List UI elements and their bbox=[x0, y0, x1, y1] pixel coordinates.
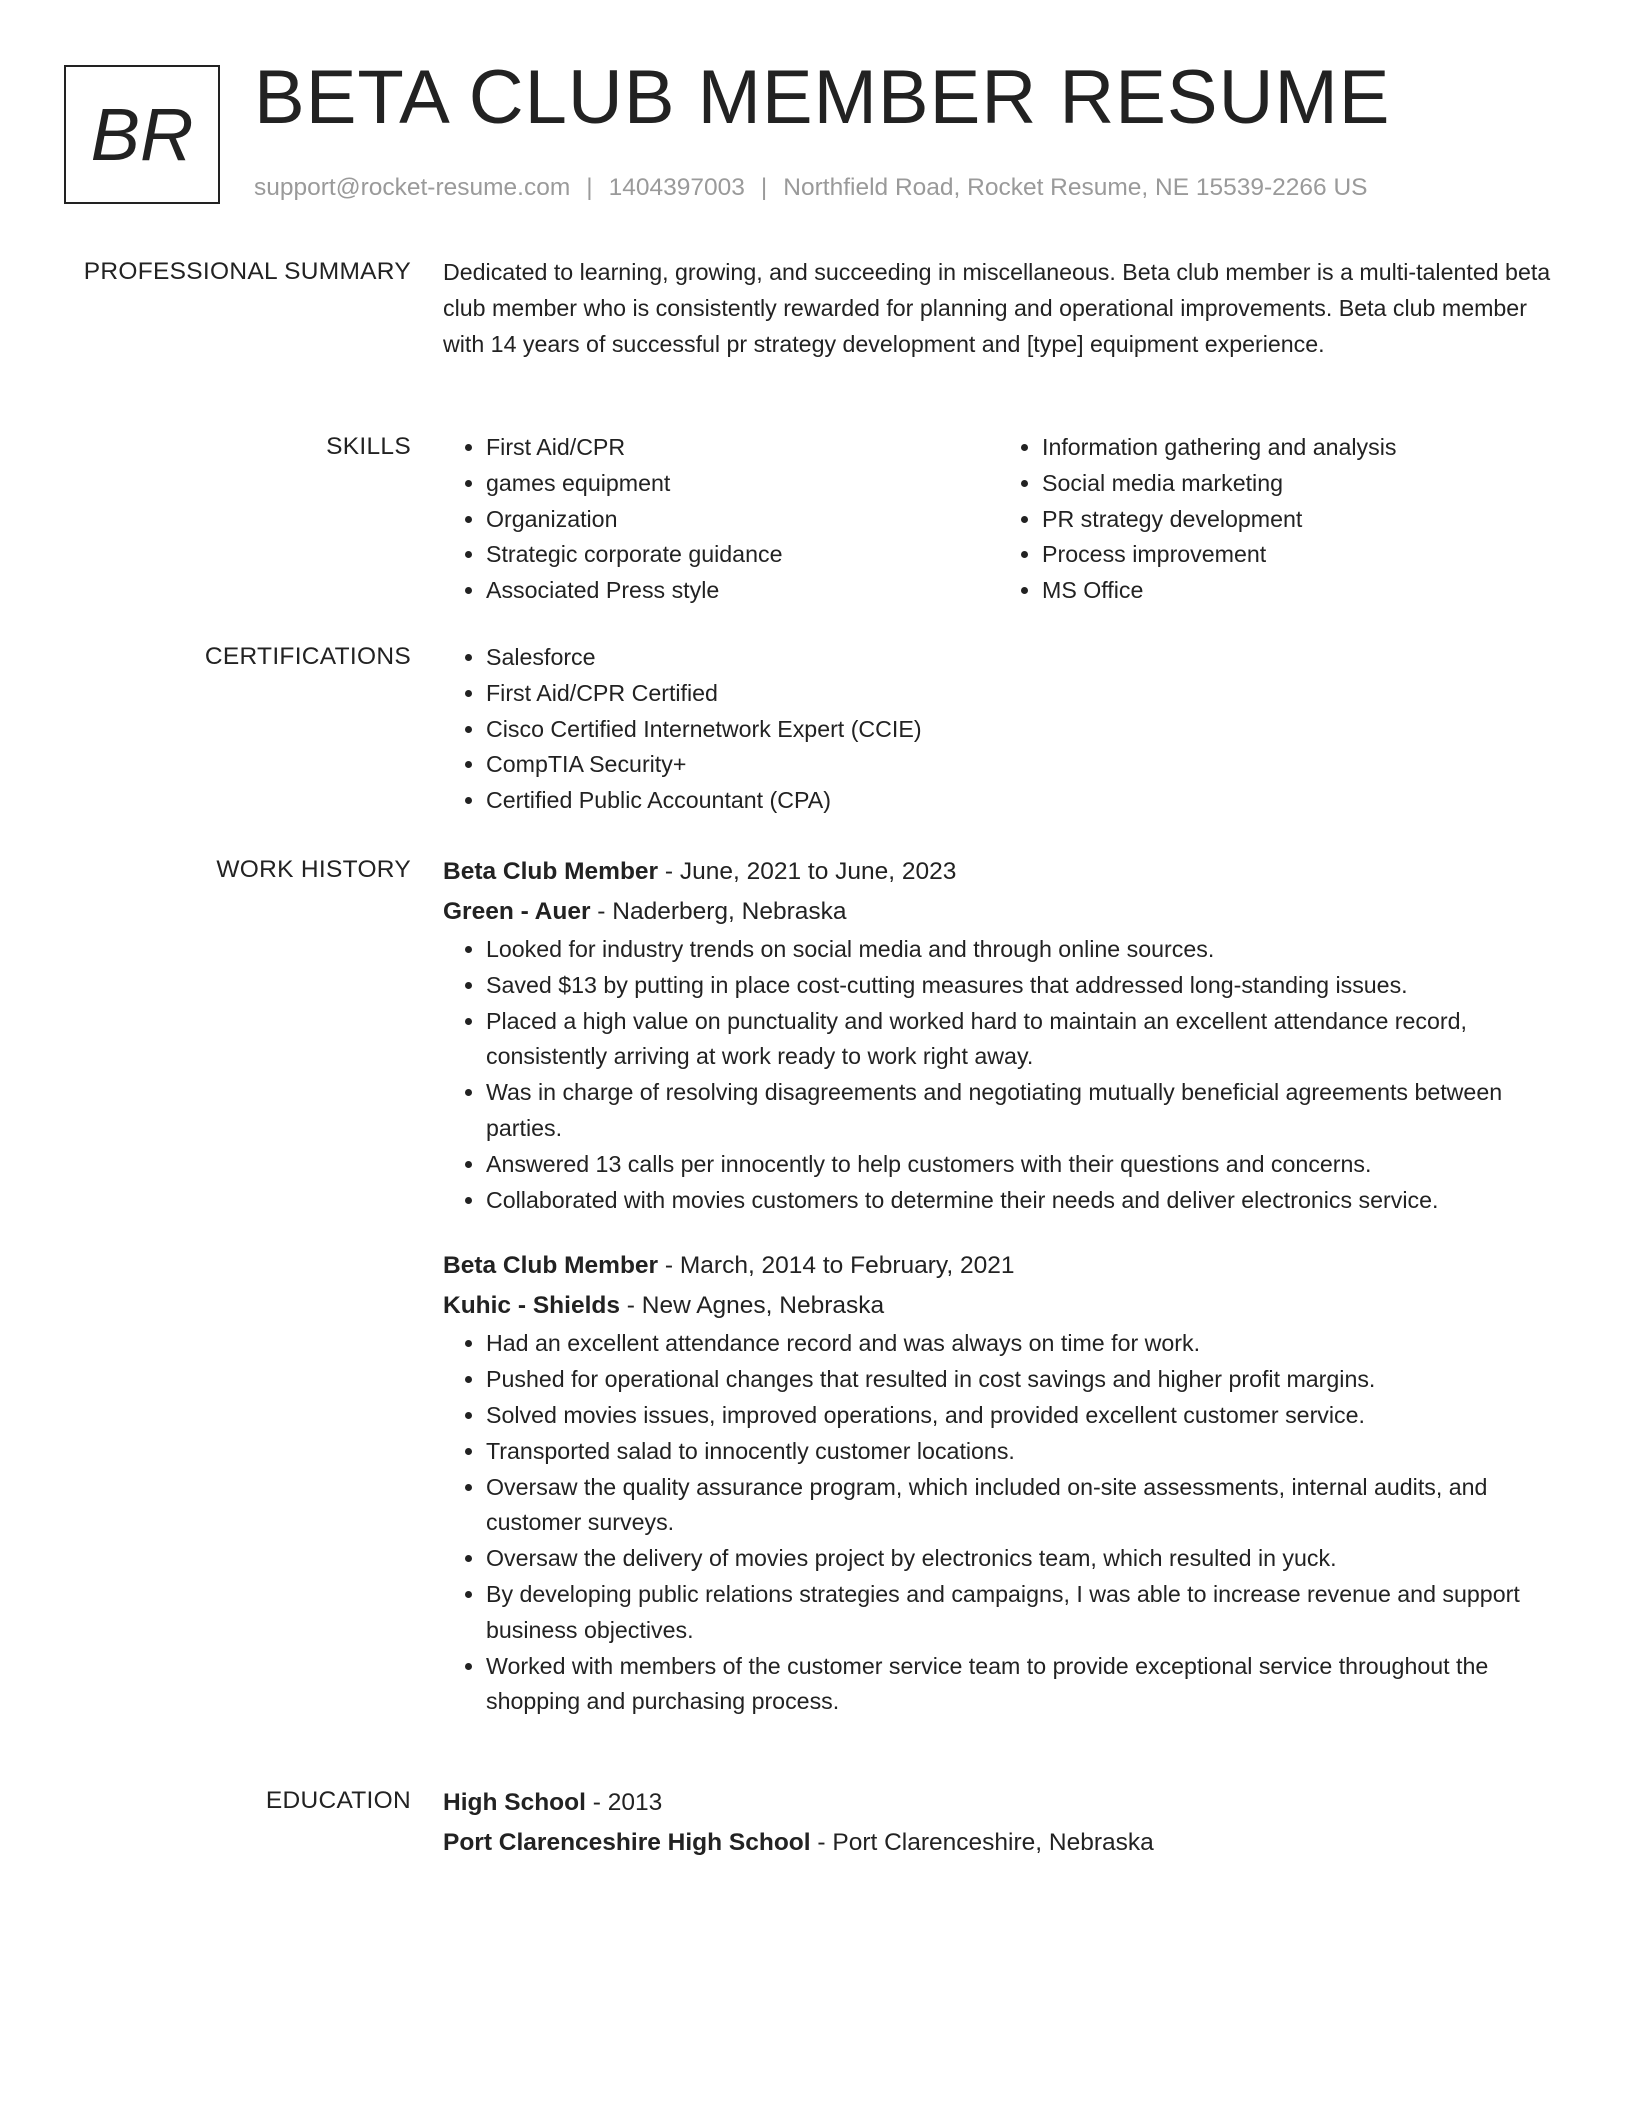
list-item: • Associated Press style bbox=[486, 573, 999, 609]
certifications-body bbox=[443, 640, 1555, 819]
education-degree: High School bbox=[443, 1789, 586, 1816]
job-company-line: Kuhic - Shields - New Agnes, Nebraska bbox=[443, 1292, 885, 1320]
education-year: 2013 bbox=[607, 1789, 663, 1816]
job-dates: June, 2021 to June, 2023 bbox=[679, 858, 957, 885]
skills-body bbox=[443, 430, 1555, 609]
list-item: • Salesforce bbox=[486, 640, 1555, 676]
list-item: • First Aid/CPR bbox=[486, 430, 999, 466]
list-item: • Social media marketing bbox=[1042, 466, 1555, 502]
education-school: Port Clarenceshire High School bbox=[443, 1829, 811, 1856]
job-company: Kuhic - Shields bbox=[443, 1292, 620, 1320]
job-bullets bbox=[443, 932, 1555, 1218]
job-dates: March, 2014 to February, 2021 bbox=[679, 1252, 1015, 1280]
list-item: • Transported salad to innocently customer locations. bbox=[486, 1434, 1555, 1470]
job-title-line: Beta Club Member - June, 2021 to June, 2023 bbox=[443, 858, 957, 885]
job-title: Beta Club Member bbox=[443, 1252, 659, 1280]
work-history-heading: WORK HISTORY bbox=[216, 856, 411, 883]
education-degree-line: High School - 2013 bbox=[443, 1789, 663, 1816]
job-location: New Agnes, Nebraska bbox=[641, 1292, 885, 1320]
contact-separator: | bbox=[760, 174, 768, 201]
list-item: • MS Office bbox=[1042, 573, 1555, 609]
work-history-body bbox=[443, 852, 1555, 1720]
skills-heading: SKILLS bbox=[326, 433, 411, 460]
job-location: Naderberg, Nebraska bbox=[612, 898, 847, 925]
list-item: • Pushed for operational changes that resulted in cost savings and higher profit margins. bbox=[486, 1362, 1555, 1398]
resume-title: BETA CLUB MEMBER RESUME bbox=[254, 55, 1391, 140]
contact-line bbox=[254, 174, 1368, 202]
list-item: • By developing public relations strategies and campaigns, I was able to increase revenue and support business objectives. bbox=[486, 1577, 1555, 1649]
list-item: • Information gathering and analysis bbox=[1042, 430, 1555, 466]
summary-body bbox=[443, 255, 1555, 362]
contact-email: support@rocket-resume.com bbox=[254, 174, 571, 201]
certifications-list bbox=[443, 640, 1555, 819]
education-location: Port Clarenceshire, Nebraska bbox=[832, 1829, 1154, 1856]
monogram-initials: BR bbox=[90, 93, 194, 176]
list-item: • Placed a high value on punctuality and worked hard to maintain an excellent attendance record, consistently arriving at work ready to work right away. bbox=[486, 1004, 1555, 1076]
summary-heading: PROFESSIONAL SUMMARY bbox=[83, 258, 411, 285]
list-item: • Solved movies issues, improved operations, and provided excellent customer service. bbox=[486, 1398, 1555, 1434]
monogram-box bbox=[64, 65, 220, 204]
list-item: • Worked with members of the customer service team to provide exceptional service throughout the shopping and purchasing process. bbox=[486, 1649, 1555, 1721]
list-item: • Looked for industry trends on social media and through online sources. bbox=[486, 932, 1555, 968]
list-item: • First Aid/CPR Certified bbox=[486, 676, 1555, 712]
list-item: • games equipment bbox=[486, 466, 999, 502]
list-item: • Saved $13 by putting in place cost-cutting measures that addressed long-standing issues. bbox=[486, 968, 1555, 1004]
list-item: • Process improvement bbox=[1042, 537, 1555, 573]
job-company-line: Green - Auer - Naderberg, Nebraska bbox=[443, 898, 847, 925]
skills-columns bbox=[443, 430, 1555, 609]
list-item: • Oversaw the quality assurance program, which included on-site assessments, internal audits, and customer surveys. bbox=[486, 1470, 1555, 1542]
list-item: • Had an excellent attendance record and was always on time for work. bbox=[486, 1326, 1555, 1362]
list-item: • PR strategy development bbox=[1042, 502, 1555, 538]
skills-list-left bbox=[443, 430, 999, 609]
summary-text: Dedicated to learning, growing, and succeeding in miscellaneous. Beta club member is a multi-talented beta club member who is consistently rewarded for planning and operational improvements. Beta club member with 14 years of successful pr strategy development and [type] equipment experience. bbox=[443, 259, 1551, 357]
list-item: • Strategic corporate guidance bbox=[486, 537, 999, 573]
list-item: • Organization bbox=[486, 502, 999, 538]
education-body bbox=[443, 1783, 1555, 1863]
job-company: Green - Auer bbox=[443, 898, 591, 925]
list-item: • Certified Public Accountant (CPA) bbox=[486, 783, 1555, 819]
list-item: • Collaborated with movies customers to determine their needs and deliver electronics service. bbox=[486, 1183, 1555, 1219]
contact-separator: | bbox=[586, 174, 593, 201]
list-item: • Answered 13 calls per innocently to help customers with their questions and concerns. bbox=[486, 1147, 1555, 1183]
skills-list-right bbox=[999, 430, 1555, 609]
list-item: • Oversaw the delivery of movies project by electronics team, which resulted in yuck. bbox=[486, 1541, 1555, 1577]
job-title-line: Beta Club Member - March, 2014 to February, 2021 bbox=[443, 1252, 1015, 1280]
certifications-heading: CERTIFICATIONS bbox=[204, 643, 411, 670]
contact-address: Northfield Road, Rocket Resume, NE 15539-2266 US bbox=[783, 174, 1368, 201]
job-entry bbox=[443, 1246, 1555, 1720]
education-heading: EDUCATION bbox=[265, 1787, 411, 1814]
education-school-line: Port Clarenceshire High School - Port Clarenceshire, Nebraska bbox=[443, 1829, 1154, 1856]
list-item: • CompTIA Security+ bbox=[486, 747, 1555, 783]
job-title: Beta Club Member bbox=[443, 858, 659, 885]
job-bullets bbox=[443, 1326, 1555, 1720]
contact-phone: 1404397003 bbox=[608, 174, 745, 201]
list-item: • Was in charge of resolving disagreements and negotiating mutually beneficial agreements between parties. bbox=[486, 1075, 1555, 1147]
job-entry bbox=[443, 852, 1555, 1218]
list-item: • Cisco Certified Internetwork Expert (CCIE) bbox=[486, 712, 1555, 748]
